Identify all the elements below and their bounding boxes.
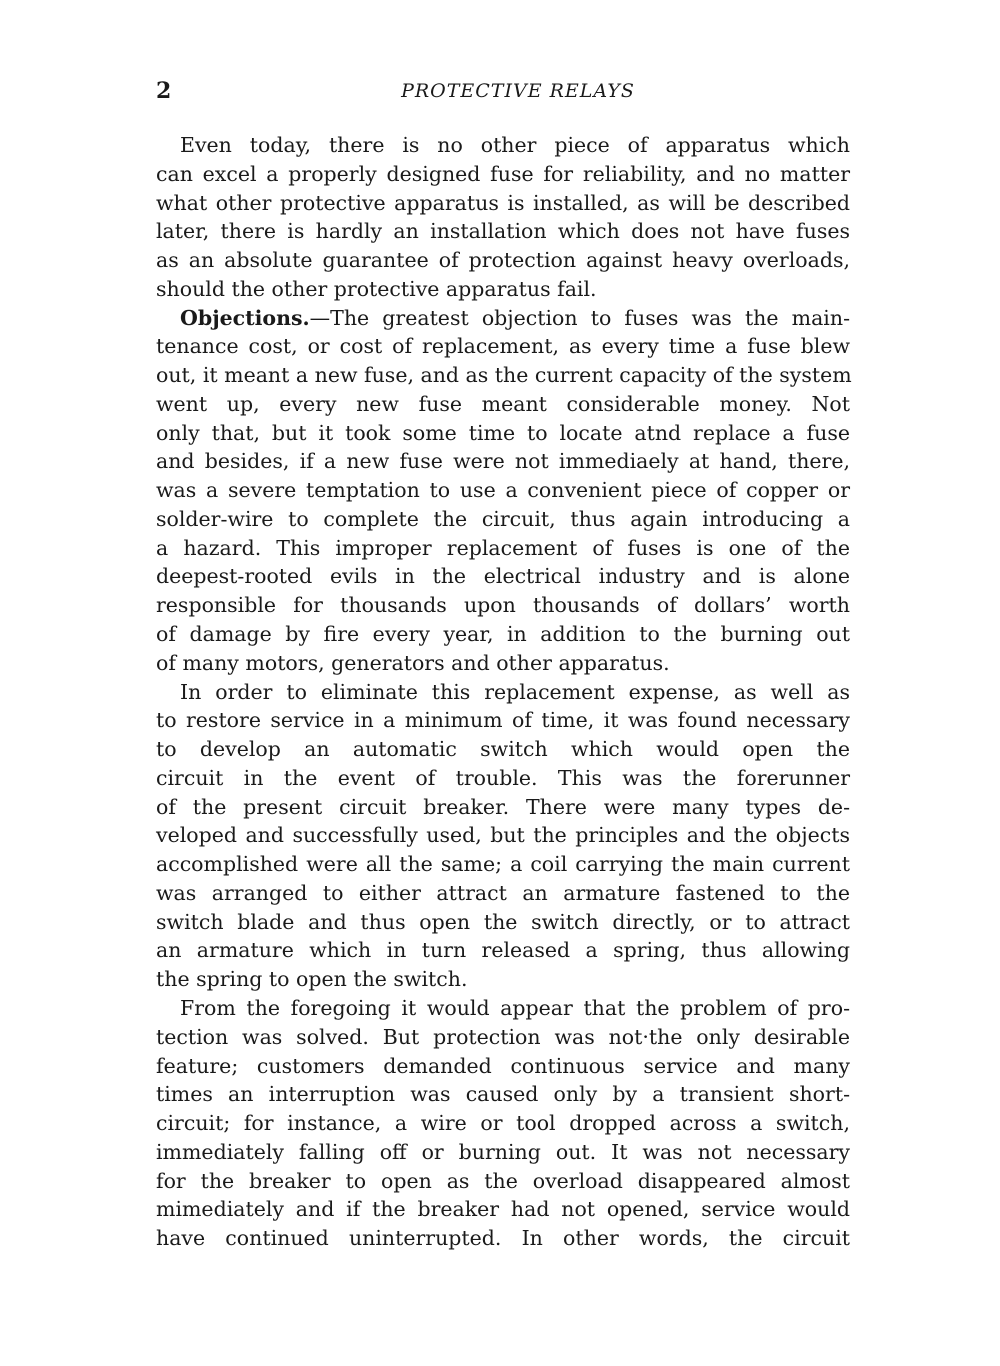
text-line: can excel a properly designed fuse for reliability, and no matter [156,161,850,186]
text-line: tection was solved. But protection was not·the only desirable [156,1024,850,1049]
text-line: only that, but it took some time to locate atnd replace a fuse [156,420,850,445]
text-line [156,304,850,333]
text-line: was arranged to either attract an armature fastened to the [156,880,850,905]
text-line: feature; customers demanded continuous service and many [156,1053,850,1078]
text-line: accomplished were all the same; a coil carrying the main current [156,852,850,877]
paragraph [156,678,850,994]
running-title: PROTECTIVE RELAYS [401,80,635,102]
text-line: the spring to open the switch. [156,967,468,992]
section-heading: Objections. [180,305,310,330]
text-line: mimediately and if the breaker had not opened, service would [156,1197,850,1222]
text-line: Even today, there is no other piece of apparatus which [180,133,850,157]
text-line: tenance cost, or cost of replacement, as every time a fuse blew [156,334,850,359]
text-line: should the other protective apparatus fail. [156,276,597,301]
text-line: a hazard. This improper replacement of fuses is one of the [156,535,850,560]
text-line: solder-wire to complete the circuit, thus again introducing a [156,506,850,531]
text-line: circuit; for instance, a wire or tool dropped across a switch, [156,1111,850,1136]
text-line: of damage by fire every year, in addition to the burning out [156,622,850,647]
text-span: —The greatest objection to fuses was the main- [309,305,850,330]
page-header [156,78,850,108]
text-line: From the foregoing it would appear that the problem of pro- [180,995,850,1020]
text-line: of the present circuit breaker. There were many types de- [156,794,850,819]
text-line: to restore service in a minimum of time, it was found necessary [156,708,850,733]
text-line: of many motors, generators and other apparatus. [156,650,670,675]
text-line: to develop an automatic switch which would open the [156,737,850,762]
text-line: was a severe temptation to use a convenient piece of copper or [156,478,850,503]
text-line: later, there is hardly an installation which does not have fuses [156,219,850,244]
text-line: immediately falling off or burning out. It was not necessary [156,1139,850,1164]
text-line: circuit in the event of trouble. This was the forerunner [156,765,850,790]
page-body [156,131,850,1253]
text-line: have continued uninterrupted. In other words, the circuit [156,1226,850,1251]
page-number: 2 [156,78,172,104]
text-line: as an absolute guarantee of protection against heavy overloads, [156,248,850,273]
text-line: times an interruption was caused only by a transient short- [156,1082,850,1107]
text-line: for the breaker to open as the overload disappeared almost [156,1168,850,1193]
text-line: veloped and successfully used, but the principles and the objects [156,823,850,848]
text-line: deepest-rooted evils in the electrical industry and is alone [156,564,850,589]
paragraph [156,994,850,1253]
text-line: what other protective apparatus is installed, as will be described [156,190,850,215]
text-line: out, it meant a new fuse, and as the current capacity of the system [156,363,852,388]
text-line: switch blade and thus open the switch directly, or to attract [156,909,850,934]
text-line: went up, every new fuse meant considerable money. Not [156,391,850,416]
paragraph [156,131,850,304]
text-line: an armature which in turn released a spring, thus allowing [156,938,850,963]
text-line: and besides, if a new fuse were not immediaely at hand, there, [156,449,850,474]
text-line: responsible for thousands upon thousands of dollars’ worth [156,593,850,618]
paragraph-objections [156,304,850,678]
text-line: In order to eliminate this replacement expense, as well as [180,679,850,704]
